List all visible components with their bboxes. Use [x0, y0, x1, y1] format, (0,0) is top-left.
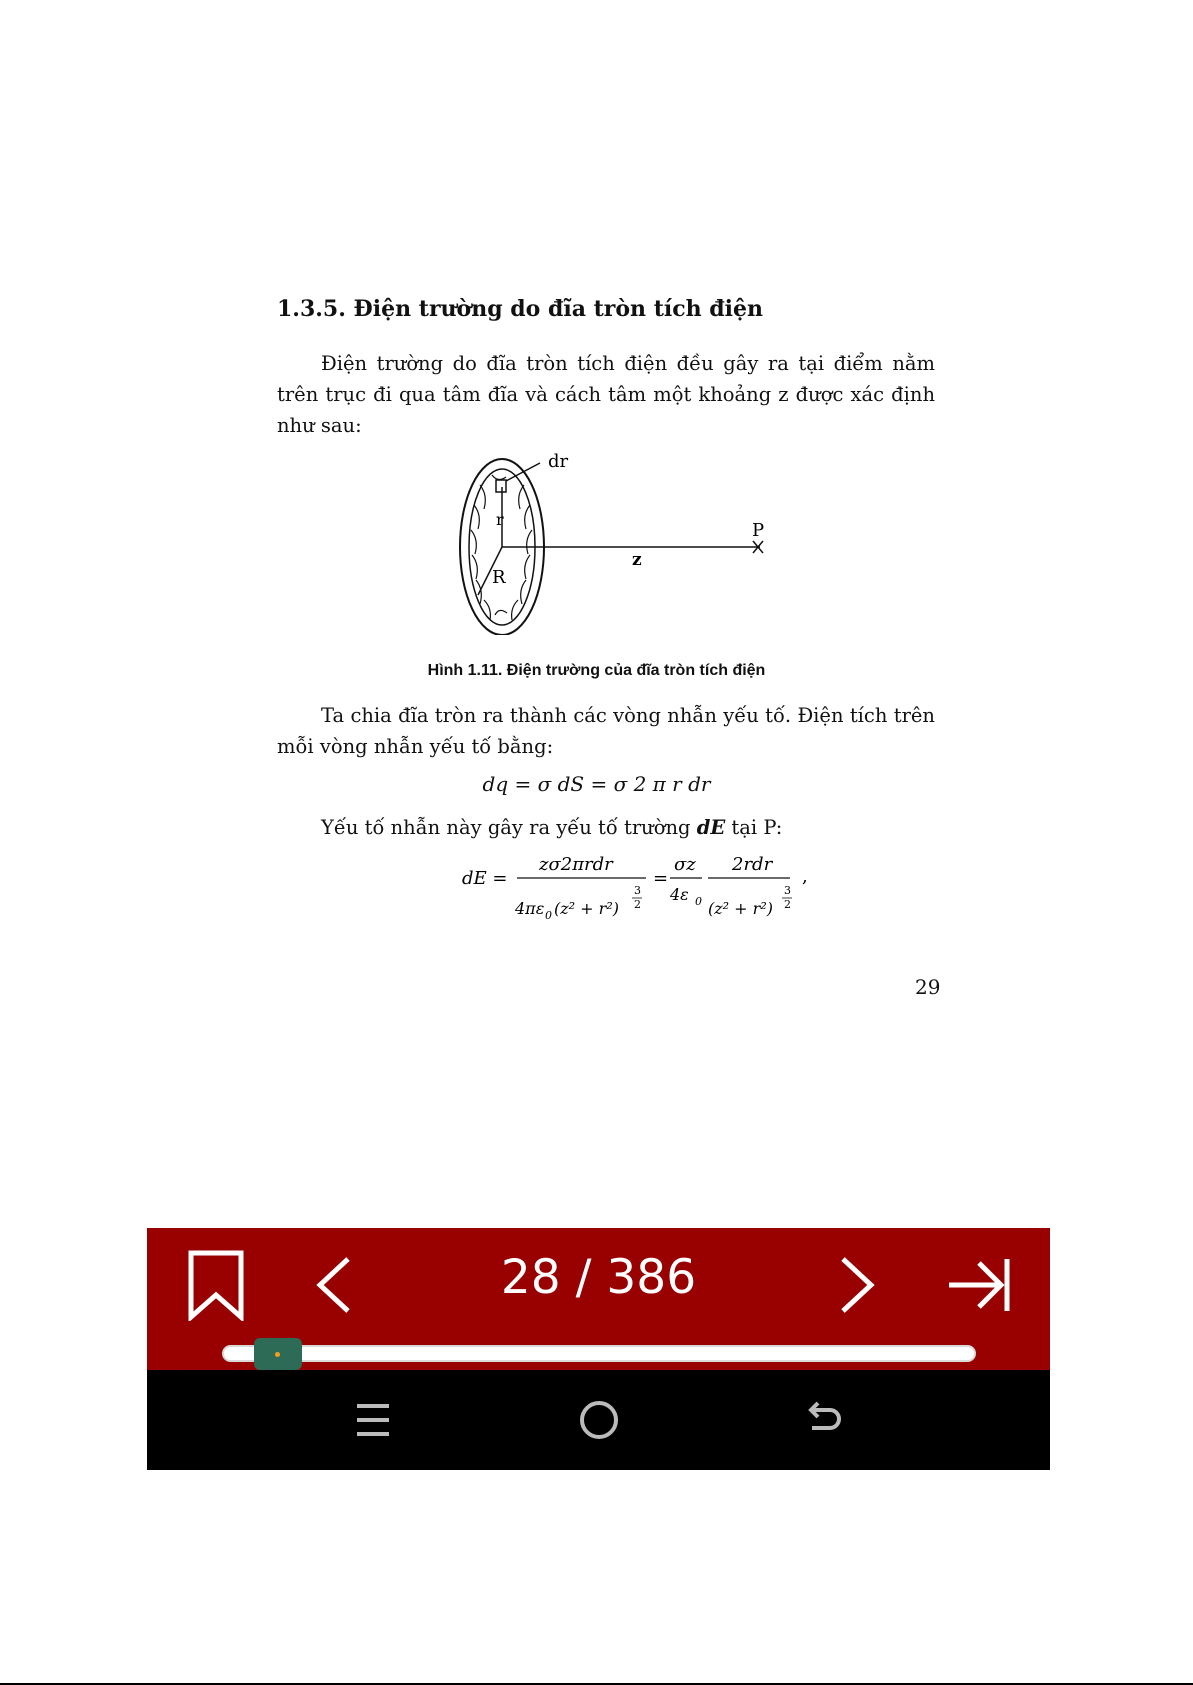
svg-text:σz: σz — [674, 854, 696, 875]
label-z: z — [632, 550, 642, 570]
label-P: P — [752, 520, 765, 541]
page-slider[interactable] — [222, 1345, 976, 1362]
svg-text:2: 2 — [634, 898, 641, 911]
equation-dq: dq = σ dS = σ 2 π r dr — [482, 772, 711, 796]
section-title: 1.3.5. Điện trường do đĩa tròn tích điện — [277, 296, 764, 322]
chevron-right-icon — [837, 1255, 877, 1315]
figure-caption: Hình 1.11. Điện trường của đĩa tròn tích điện — [427, 662, 766, 679]
home-circle-icon — [577, 1398, 621, 1442]
page-indicator: 28 / 386 — [500, 1250, 697, 1305]
label-dr: dr — [548, 451, 569, 472]
svg-text:=: = — [653, 868, 669, 889]
svg-text:dE =: dE = — [462, 868, 508, 889]
svg-text:(z² + r²): (z² + r²) — [708, 899, 773, 918]
menu-icon — [353, 1400, 393, 1440]
svg-text:zσ2πrdr: zσ2πrdr — [539, 854, 613, 875]
svg-text:0: 0 — [695, 895, 702, 908]
paragraph-intro: Điện trường do đĩa tròn tích điện đều gây ra tại điểm nằm trên trục đi qua tâm đĩa và cách tâm một khoảng z được xác định như sau: — [277, 352, 935, 437]
svg-text:2rdr: 2rdr — [732, 854, 773, 875]
equation-dE — [440, 850, 820, 930]
svg-text:4πε: 4πε — [515, 899, 545, 918]
system-nav-bar — [147, 1370, 1050, 1470]
page-slider-thumb[interactable] — [254, 1338, 302, 1370]
label-R: R — [492, 567, 506, 588]
svg-text:0: 0 — [545, 909, 552, 922]
svg-text:(z² + r²): (z² + r²) — [554, 899, 619, 918]
printed-page-number: 29 — [915, 975, 941, 999]
recent-apps-button[interactable] — [343, 1393, 403, 1447]
svg-text:,: , — [802, 866, 808, 887]
label-r: r — [496, 510, 504, 529]
svg-text:3: 3 — [634, 884, 641, 897]
svg-text:4ε: 4ε — [670, 885, 689, 904]
svg-text:3: 3 — [784, 884, 791, 897]
back-icon — [802, 1398, 846, 1442]
skip-to-end-icon — [947, 1255, 1011, 1315]
paragraph-rings: Ta chia đĩa tròn ra thành các vòng nhẫn yếu tố. Điện tích trên mỗi vòng nhẫn yếu tố bằng: — [277, 704, 935, 758]
paragraph-field: Yếu tố nhẫn này gây ra yếu tố trường dE tại P: — [321, 816, 783, 839]
reader-toolbar — [147, 1228, 1050, 1370]
next-page-button[interactable] — [835, 1246, 879, 1324]
home-button[interactable] — [569, 1393, 629, 1447]
disk-figure — [440, 445, 780, 635]
last-page-button[interactable] — [947, 1246, 1011, 1324]
svg-text:2: 2 — [784, 898, 791, 911]
back-button[interactable] — [794, 1393, 854, 1447]
